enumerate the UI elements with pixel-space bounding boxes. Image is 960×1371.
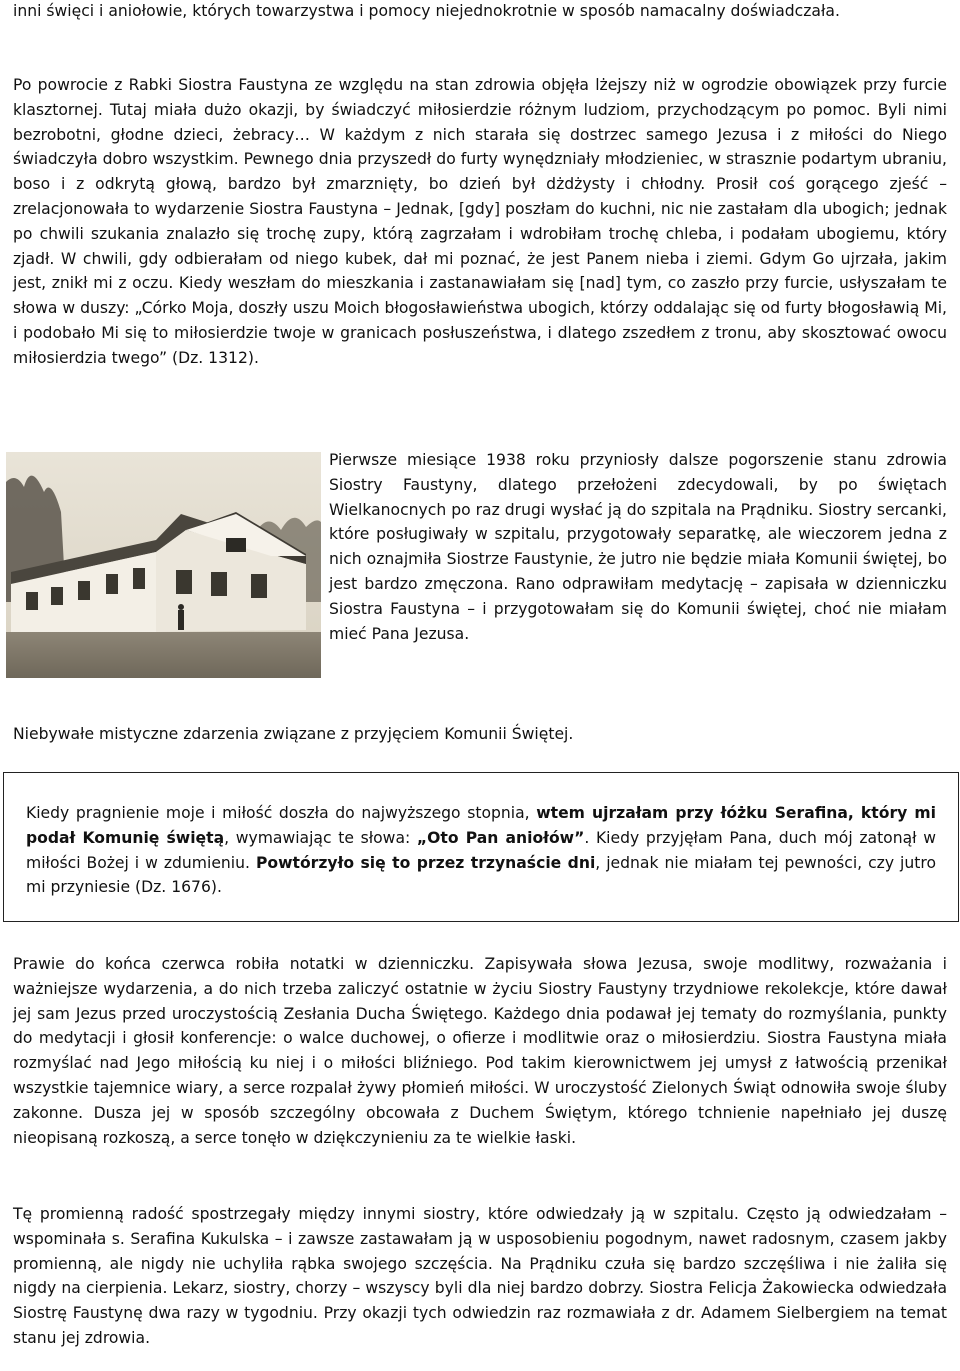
quote-part-1: Kiedy pragnienie moje i miłość doszła do najwyższego stopnia, (26, 804, 537, 822)
quote-bold-trzynascie-dni: Powtórzyło się to przez trzynaście dni (255, 853, 596, 872)
section-heading-mystic-events: Niebywałe mistyczne zdarzenia związane z przyjęciem Komunii Świętej. (13, 725, 574, 743)
quote-bold-serafin: wtem ujrzałam przy łóżku Serafina, który mi podał Komunię świętą (26, 804, 936, 847)
diary-quote-box (3, 772, 959, 922)
paragraph-furta: Po powrocie z Rabki Siostra Faustyna ze względu na stan zdrowia objęła lżejszy niż w ogrodzie obowiązek przy furcie klasztornej. Tutaj miała dużo okazji, by świadczyć miłosierdzie różnym ludziom, przychodzącym po pomoc. Byli nimi bezrobotni, głodne dzieci, żebracy… W każdym z nich starała się dostrzec samego Jezusa i z miłości do Niego świadczyła dobro wszystkim. Pewnego dnia przyszedł do furty wynędzniały młodzieniec, w strasznie podartym ubraniu, boso i z odkrytą głową, bardzo był zmarznięty, bo dzień był dżdżysty i chłodny. Prosił coś gorącego zjeść – zrelacjonowała to wydarzenie Siostra Faustyna – Jednak, [gdy] poszłam do kuchni, nic nie zastałam dla ubogich; jednak po chwili szukania znalazło się trochę zupy, którą zagrzałam i wdrobiłam trochę chleba, i podałam ubogiemu, który zjadł. W chwili, gdy odbierałam od niego kubek, dał mi poznać, że jest Panem nieba i ziemi. Gdym Go ujrzała, jakim jest, znikł mi z oczu. Kiedy weszłam do mieszkania i zastanawiałam się [nad] tym, co zaszło przy furcie, usłyszałam te słowa w duszy: „Córko Moja, doszły uszu Moich błogosławieństwa ubogich, którzy oddalając się od furty błogosławią Mi, i podobało Mi się to miłosierdzie twoje w granicach posłuszeństwa, i dlatego zszedłem z tronu, aby skosztować owocu miłosierdzia twego” (Dz. 1312). (13, 76, 947, 367)
diary-quote-text (26, 801, 936, 900)
quote-part-2: , wymawiając te słowa: (224, 828, 417, 847)
quote-part-3: . Kiedy przyjęłam Pana, duch mój zatonął w miłości Bożej i w zdumieniu. (26, 828, 937, 872)
quote-bold-oto-pan: „Oto Pan aniołów” (416, 828, 585, 847)
paragraph-joy: Tę promienną radość spostrzegały między innymi siostry, które odwiedzały ją w szpitalu. Często ją odwiedzałam – wspominała s. Serafina Kukulska – i zawsze zastawałam ją w usposobieniu pogodnym, nawet radosnym, czasem jakby promienną, ale nigdy nie uchyliła rąbka swojego szczęścia. Na Prądniku czuła się bardzo szczęśliwa i nie żaliła się nigdy na cierpienia. Lekarz, siostry, chorzy – wszyscy byli dla niej bardzo dobrzy. Siostra Felicja Żakowiecka odwiedzała Siostrę Faustynę dwa razy w tygodniu. Przy okazji tych odwiedzin raz rozmawiała z dr. Adamem Sielbergiem na temat stanu jej zdrowia. (13, 1205, 947, 1347)
paragraph-retreat: Prawie do końca czerwca robiła notatki w dzienniczku. Zapisywała słowa Jezusa, swoje modlitwy, rozważania i ważniejsze wydarzenia, a do nich trzeba zaliczyć ostatnie w życiu Siostry Faustyny trzydniowe rekolekcje, które dawał jej sam Jezus przed uroczystością Zesłania Ducha Świętego. Każdego dnia podawał jej tematy do rozmyślania, punkty do medytacji i głosił konferencje: o walce duchowej, o ofierze i modlitwie oraz o miłosierdziu. Siostra Faustyna miała rozmyślać nad Jego miłością ku niej i o miłości bliźniego. Pod takim kierownictwem jej umysł z łatwością przenikał wszystkie tajemnice wiary, a serce rozpalał żywy płomień miłości. W uroczystość Zielonych Świąt odnowiła swoje śluby zakonne. Dusza jej w sposób szczególny obcowała z Duchem Świętym, którego tchnienie napełniało jej duszę nieopisaną rozkoszą, a serce tonęło w dziękczynieniu za te wielkie łaski. (13, 955, 947, 1147)
paragraph-pradnik-1938: Pierwsze miesiące 1938 roku przyniosły dalsze pogorszenie stanu zdrowia Siostry Faustyny, dlatego przełożeni zdecydowali, by po świętach Wielkanocnych po raz drugi wysłać ją do szpitala na Prądniku. Siostry sercanki, które posługiwały w szpitalu, przygotowały separatkę, ale wieczorem jedna z nich oznajmiła Siostrze Faustynie, że jutro nie będzie miała Komunii świętej, bo jest bardzo zmęczona. Rano odprawiłam medytację – zapisała w dzienniczku Siostra Faustyna – i przygotowałam się do Komunii świętej, choć nie miałam mieć Pana Jezusa. (329, 451, 947, 643)
quote-part-4: , jednak nie miałam tej pewności, czy jutro mi przyniesie (Dz. 1676). (26, 853, 936, 897)
paragraph-intro-continuation: inni święci i aniołowie, których towarzystwa i pomocy niejednokrotnie w sposób namacalny doświadczała. (13, 2, 840, 20)
hospital-building-photo (6, 452, 321, 678)
